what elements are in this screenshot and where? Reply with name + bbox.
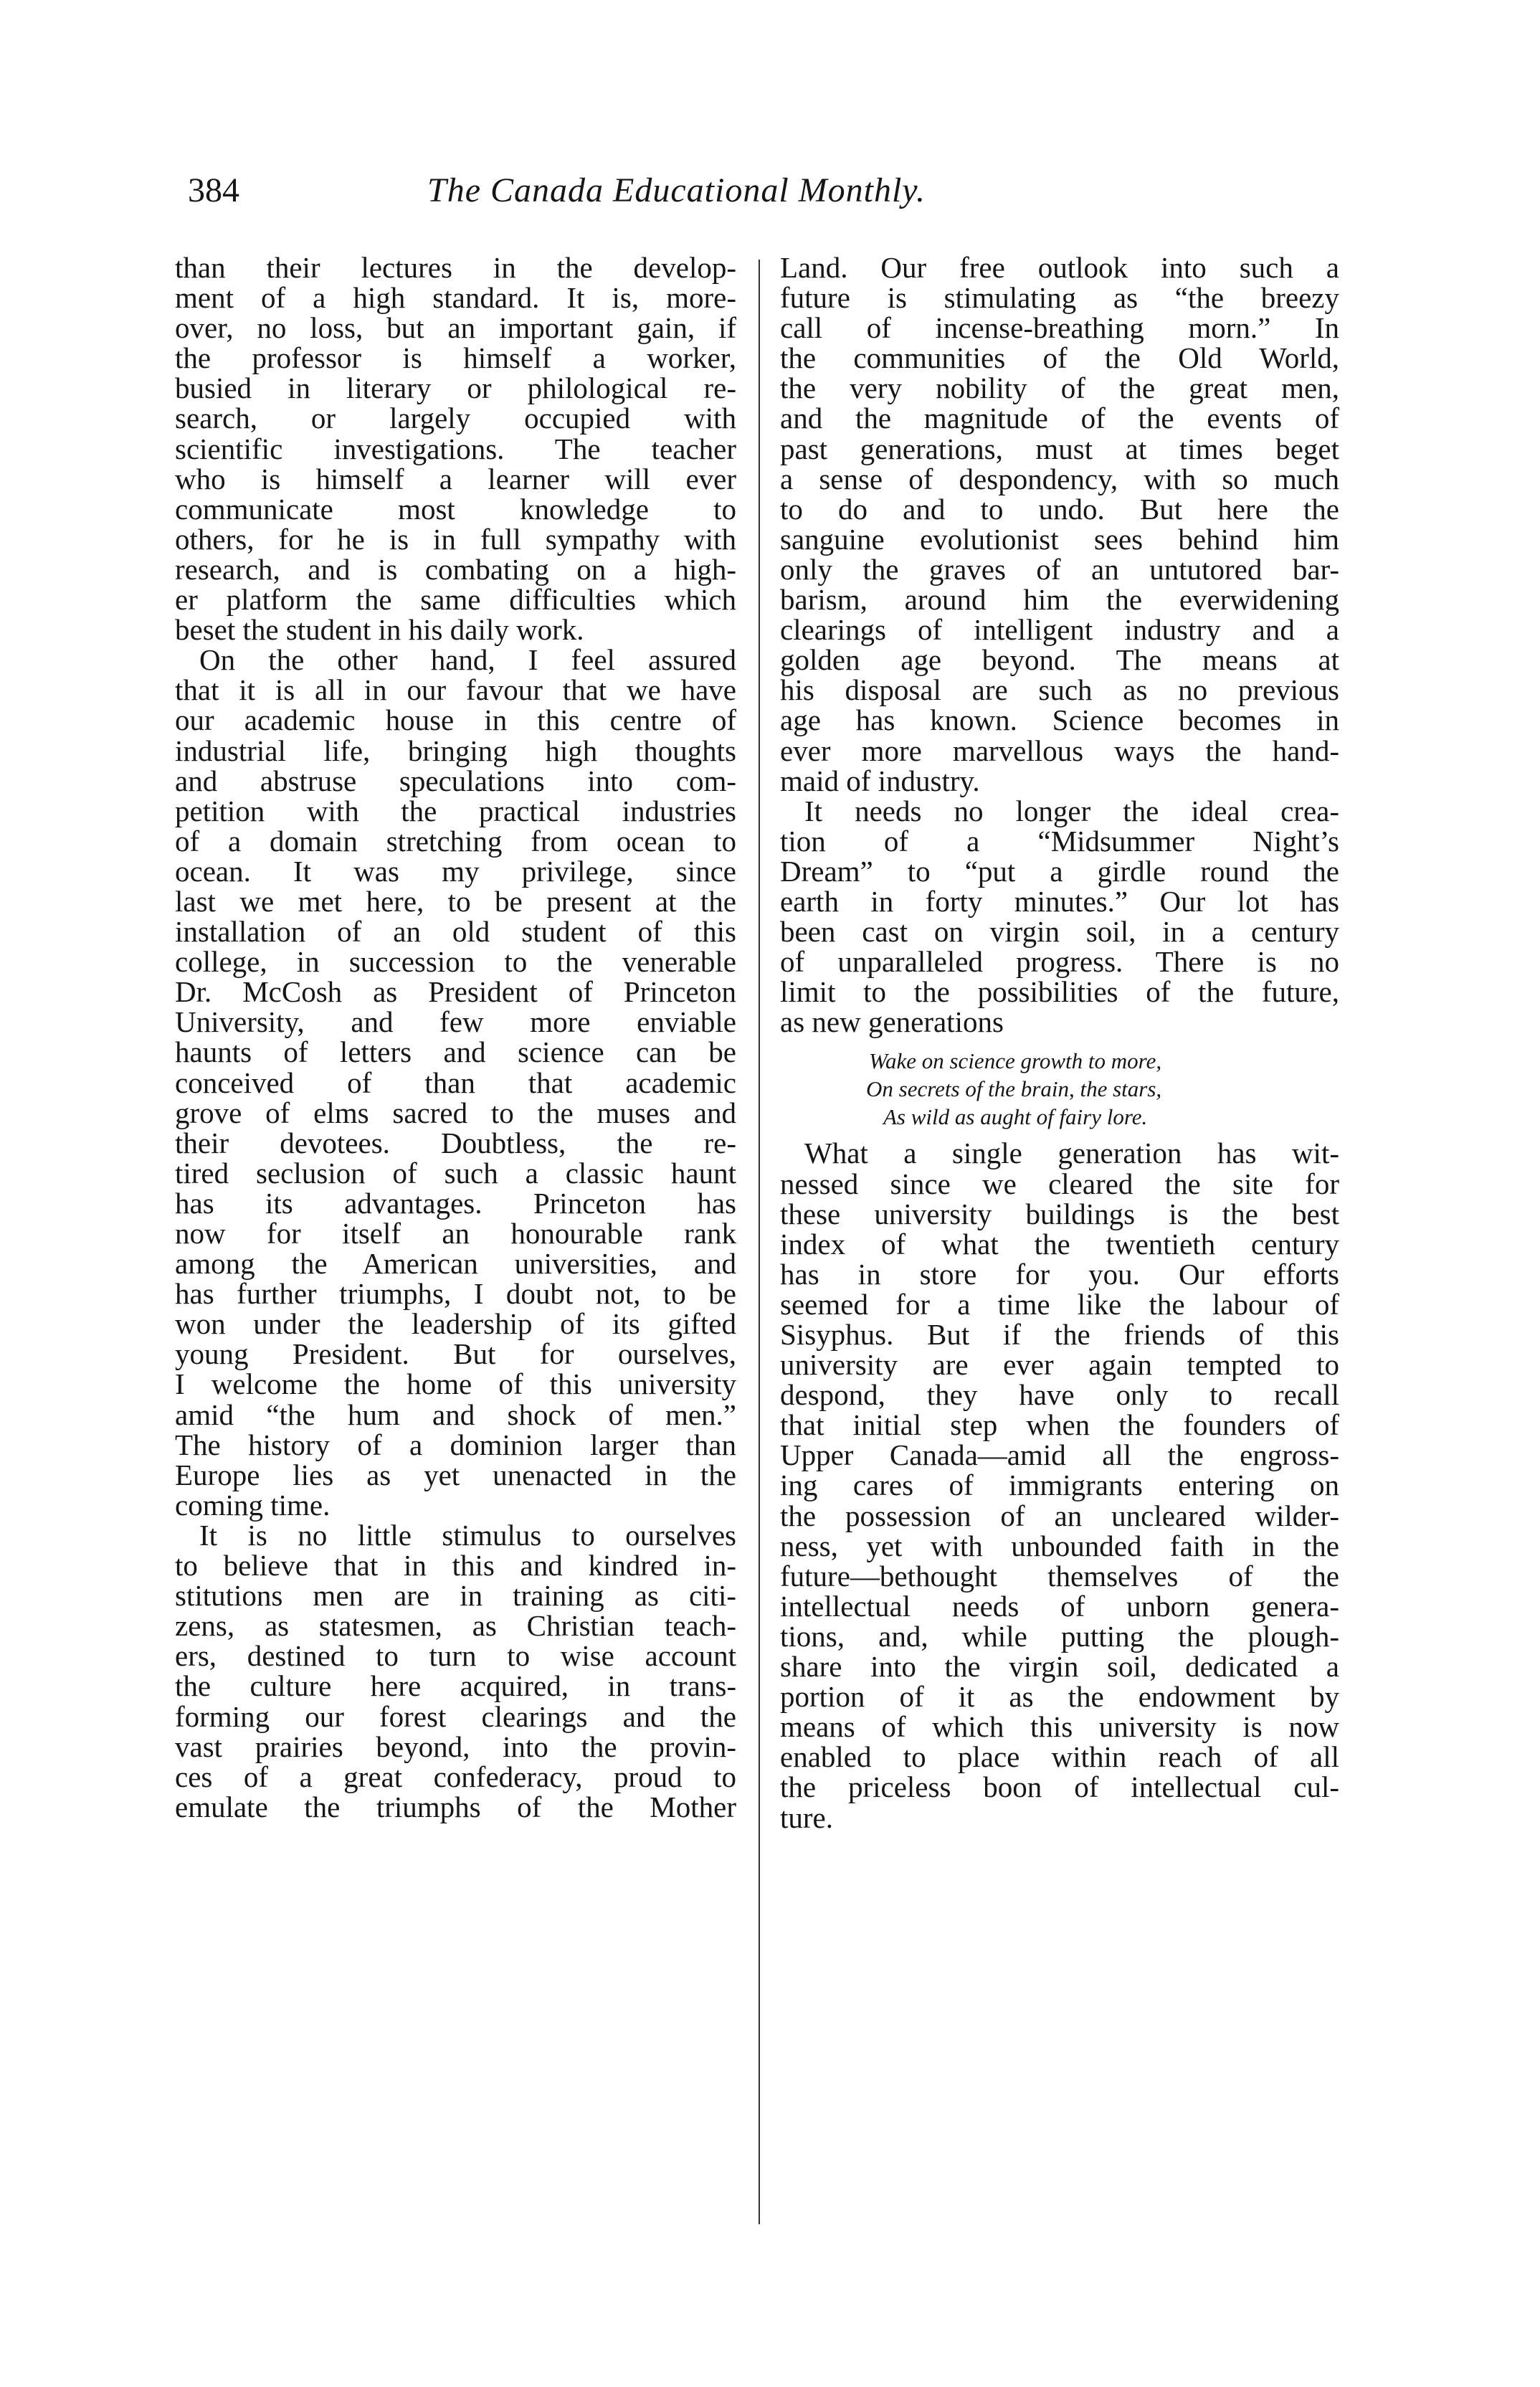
page-number: 384 <box>188 171 239 209</box>
left-column <box>175 252 736 1822</box>
text-line: ment of a high standard. It is, more- <box>175 281 736 315</box>
text-line: age has known. Science becomes in <box>780 703 1339 737</box>
text-line: and the magnitude of the events of <box>780 402 1339 435</box>
text-line: has further triumphs, I doubt not, to be <box>175 1277 736 1311</box>
text-line: sanguine evolutionist sees behind him <box>780 522 1339 556</box>
text-line: who is himself a learner will ever <box>175 462 736 495</box>
text-line: ces of a great confederacy, proud to <box>175 1760 736 1793</box>
text-line: forming our forest clearings and the <box>175 1699 736 1733</box>
verse-line: Wake on science growth to more, <box>869 1048 1162 1074</box>
text-line: than their lectures in the develop- <box>175 251 736 284</box>
text-line: and abstruse speculations into com- <box>175 764 736 797</box>
text-line: On the other hand, I feel assured <box>199 643 736 677</box>
text-line: earth in forty minutes.” Our lot has <box>780 884 1339 918</box>
column-divider <box>759 260 760 2224</box>
text-line: petition with the practical industries <box>175 794 736 827</box>
text-line: industrial life, bringing high thoughts <box>175 734 736 767</box>
text-line: Land. Our free outlook into such a <box>780 251 1339 284</box>
text-line: stitutions men are in training as citi- <box>175 1579 736 1613</box>
text-line: It is no little stimulus to ourselves <box>199 1518 736 1552</box>
text-line: the very nobility of the great men, <box>780 371 1339 405</box>
text-line: index of what the twentieth century <box>780 1227 1339 1261</box>
text-line: portion of it as the endowment by <box>780 1680 1339 1714</box>
text-line: The history of a dominion larger than <box>175 1428 736 1461</box>
text-line: ers, destined to turn to wise account <box>175 1639 736 1673</box>
text-line: over, no loss, but an important gain, if <box>175 311 736 345</box>
text-line: haunts of letters and science can be <box>175 1035 736 1069</box>
text-line: to do and to undo. But here the <box>780 492 1339 526</box>
text-line: despond, they have only to recall <box>780 1378 1339 1412</box>
text-line: Upper Canada—amid all the engross- <box>780 1438 1339 1472</box>
text-line: to believe that in this and kindred in- <box>175 1549 736 1582</box>
text-line: emulate the triumphs of the Mother <box>175 1790 736 1823</box>
text-line: their devotees. Doubtless, the re- <box>175 1126 736 1159</box>
text-line: Europe lies as yet unenacted in the <box>175 1458 736 1491</box>
text-line: University, and few more enviable <box>175 1005 736 1039</box>
text-line: the communities of the Old World, <box>780 341 1339 375</box>
text-line: of unparalleled progress. There is no <box>780 945 1339 979</box>
text-line: It needs no longer the ideal crea- <box>804 794 1339 827</box>
text-line: tions, and, while putting the plough- <box>780 1619 1339 1653</box>
text-line: zens, as statesmen, as Christian teach- <box>175 1609 736 1643</box>
text-line: ocean. It was my privilege, since <box>175 854 736 888</box>
verse-line: On secrets of the brain, the stars, <box>866 1076 1162 1102</box>
text-line: only the graves of an untutored bar- <box>780 552 1339 586</box>
text-line: limit to the possibilities of the future, <box>780 975 1339 1009</box>
text-line: has its advantages. Princeton has <box>175 1186 736 1220</box>
text-line: Dream” to “put a girdle round the <box>780 854 1339 888</box>
text-line: future—bethought themselves of the <box>780 1559 1339 1593</box>
text-line: conceived of than that academic <box>175 1066 736 1099</box>
running-title: The Canada Educational Monthly. <box>427 171 926 209</box>
text-line: enabled to place within reach of all <box>780 1740 1339 1774</box>
text-line: golden age beyond. The means at <box>780 643 1339 677</box>
text-line: our academic house in this centre of <box>175 703 736 737</box>
text-line: university are ever again tempted to <box>780 1348 1339 1382</box>
text-line: the culture here acquired, in trans- <box>175 1669 736 1703</box>
text-line: er platform the same difficulties which <box>175 583 736 617</box>
text-line: has in store for you. Our efforts <box>780 1257 1339 1291</box>
text-line: tion of a “Midsummer Night’s <box>780 824 1339 858</box>
text-line: amid “the hum and shock of men.” <box>175 1397 736 1431</box>
text-line: as new generations <box>780 1005 1004 1039</box>
text-line: ness, yet with unbounded faith in the <box>780 1529 1339 1562</box>
text-line: the possession of an uncleared wilder- <box>780 1499 1339 1532</box>
text-line: vast prairies beyond, into the provin- <box>175 1729 736 1763</box>
text-line: communicate most knowledge to <box>175 492 736 526</box>
text-line: Dr. McCosh as President of Princeton <box>175 975 736 1009</box>
text-line: of a domain stretching from ocean to <box>175 824 736 858</box>
text-line: beset the student in his daily work. <box>175 613 584 647</box>
text-line: now for itself an honourable rank <box>175 1217 736 1250</box>
text-line: that it is all in our favour that we have <box>175 673 736 707</box>
text-line: search, or largely occupied with <box>175 402 736 435</box>
text-line: the priceless boon of intellectual cul- <box>780 1770 1339 1804</box>
text-line: been cast on virgin soil, in a century <box>780 915 1339 949</box>
text-line: a sense of despondency, with so much <box>780 462 1339 495</box>
text-line: young President. But for ourselves, <box>175 1337 736 1371</box>
text-line: college, in succession to the venerable <box>175 945 736 979</box>
text-line: nessed since we cleared the site for <box>780 1167 1339 1200</box>
page-header <box>188 171 1085 228</box>
text-line: tired seclusion of such a classic haunt <box>175 1156 736 1190</box>
text-line: barism, around him the everwidening <box>780 583 1339 617</box>
text-line: means of which this university is now <box>780 1710 1339 1744</box>
text-line: share into the virgin soil, dedicated a <box>780 1650 1339 1684</box>
text-line: scientific investigations. The teacher <box>175 432 736 465</box>
text-line: past generations, must at times beget <box>780 432 1339 465</box>
verse-line: As wild as aught of fairy lore. <box>883 1104 1148 1130</box>
text-line: call of incense-breathing morn.” In <box>780 311 1339 345</box>
text-line: ing cares of immigrants entering on <box>780 1468 1339 1502</box>
text-line: ture. <box>780 1800 833 1834</box>
text-line: maid of industry. <box>780 764 980 797</box>
text-line: busied in literary or philological re- <box>175 371 736 405</box>
text-line: that initial step when the founders of <box>780 1408 1339 1442</box>
right-column <box>780 252 1339 1833</box>
text-line: What a single generation has wit- <box>804 1136 1339 1170</box>
text-line: future is stimulating as “the breezy <box>780 281 1339 315</box>
text-line: I welcome the home of this university <box>175 1367 736 1401</box>
text-line: others, for he is in full sympathy with <box>175 522 736 556</box>
text-line: among the American universities, and <box>175 1247 736 1281</box>
text-line: won under the leadership of its gifted <box>175 1307 736 1341</box>
text-line: these university buildings is the best <box>780 1197 1339 1230</box>
text-line: installation of an old student of this <box>175 915 736 949</box>
text-line: intellectual needs of unborn genera- <box>780 1589 1339 1623</box>
text-line: grove of elms sacred to the muses and <box>175 1096 736 1129</box>
text-line: the professor is himself a worker, <box>175 341 736 375</box>
text-line: clearings of intelligent industry and a <box>780 613 1339 647</box>
text-line: ever more marvellous ways the hand- <box>780 734 1339 767</box>
verse-quotation <box>780 1047 1339 1131</box>
text-line: his disposal are such as no previous <box>780 673 1339 707</box>
text-line: coming time. <box>175 1488 331 1522</box>
text-line: Sisyphus. But if the friends of this <box>780 1318 1339 1351</box>
text-line: last we met here, to be present at the <box>175 884 736 918</box>
text-line: research, and is combating on a high- <box>175 552 736 586</box>
text-line: seemed for a time like the labour of <box>780 1287 1339 1321</box>
